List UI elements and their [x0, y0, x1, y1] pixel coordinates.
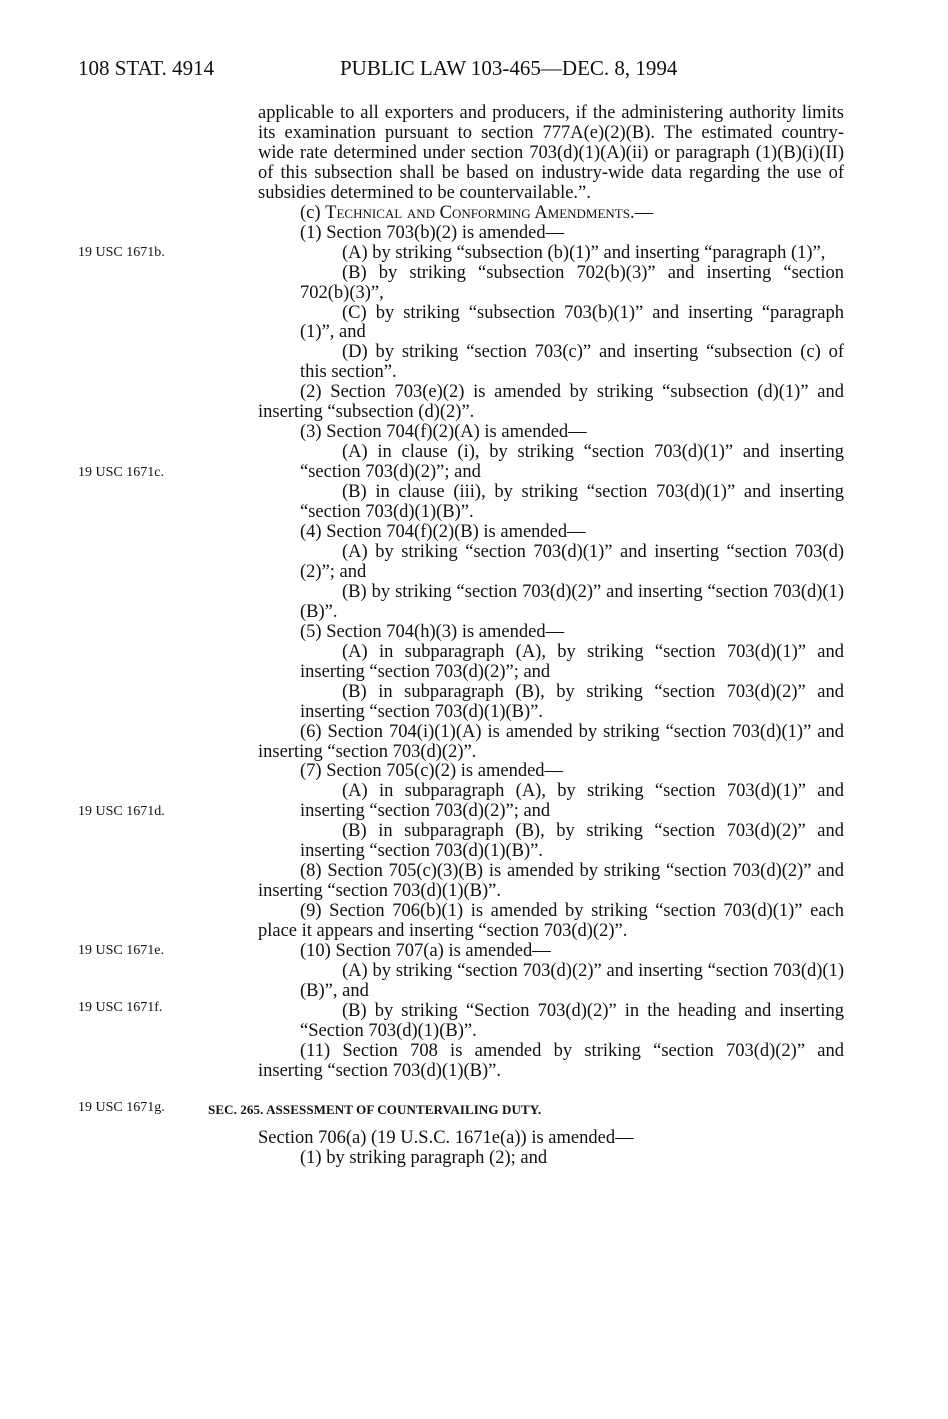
paragraph-1-b: (B) by striking “subsection 702(b)(3)” and inserting “section 702(b)(3)”, — [300, 262, 844, 303]
paragraph-1: (1) Section 703(b)(2) is amended— — [300, 222, 565, 243]
paragraph-7-a: (A) in subparagraph (A), by striking “section 703(d)(1)” and inserting “section 703(d)(2)”; and — [300, 781, 844, 822]
margin-note-1671d: 19 USC 1671d. — [78, 804, 165, 819]
paragraph-1-d: (D) by striking “section 703(c)” and inserting “subsection (c) of this section”. — [300, 342, 844, 383]
paragraph-1-a: (A) by striking “subsection (b)(1)” and inserting “paragraph (1)”, — [342, 242, 826, 263]
paragraph-5: (5) Section 704(h)(3) is amended— — [300, 621, 565, 642]
paragraph-2: (2) Section 703(e)(2) is amended by striking “subsection (d)(1)” and inserting “subsection (d)(2)”. — [258, 382, 844, 423]
paragraph-3-b: (B) in clause (iii), by striking “section 703(d)(1)” and inserting “section 703(d)(1)(B)”. — [300, 482, 844, 523]
paragraph-5-b: (B) in subparagraph (B), by striking “section 703(d)(2)” and inserting “section 703(d)(1)(B)”. — [300, 681, 844, 722]
paragraph-10: (10) Section 707(a) is amended— — [300, 941, 551, 962]
paragraph-10-b: (B) by striking “Section 703(d)(2)” in the heading and inserting “Section 703(d)(1)(B)”. — [300, 1000, 844, 1041]
margin-note-1671g: 19 USC 1671g. — [78, 1100, 165, 1115]
paragraph-7-b: (B) in subparagraph (B), by striking “section 703(d)(2)” and inserting “section 703(d)(1)(B)”. — [300, 821, 844, 862]
subsection-c-label: (c) — [300, 202, 321, 223]
statute-page-reference: 108 STAT. 4914 — [78, 56, 215, 80]
subsection-c-heading — [258, 204, 844, 224]
paragraph-1-c: (C) by striking “subsection 703(b)(1)” and inserting “paragraph (1)”, and — [300, 302, 844, 343]
paragraph-4-a: (A) by striking “section 703(d)(1)” and inserting “section 703(d)(2)”; and — [300, 541, 844, 582]
section-265-intro: Section 706(a) (19 U.S.C. 1671e(a)) is amended— — [258, 1127, 634, 1148]
margin-note-1671f: 19 USC 1671f. — [78, 1000, 163, 1015]
margin-note-1671b: 19 USC 1671b. — [78, 245, 165, 260]
margin-note-1671c: 19 USC 1671c. — [78, 465, 164, 480]
subsection-c-title: Technical and Conforming Amendments.— — [325, 202, 654, 223]
paragraph-9: (9) Section 706(b)(1) is amended by striking “section 703(d)(1)” each place it appears and inserting “section 703(d)(2)”. — [258, 901, 844, 942]
paragraph-8: (8) Section 705(c)(3)(B) is amended by striking “section 703(d)(2)” and inserting “section 703(d)(1)(B)”. — [258, 861, 844, 902]
paragraph-5-a: (A) in subparagraph (A), by striking “section 703(d)(1)” and inserting “section 703(d)(2)”; and — [300, 641, 844, 682]
paragraph-7: (7) Section 705(c)(2) is amended— — [300, 761, 564, 782]
paragraph-3: (3) Section 704(f)(2)(A) is amended— — [300, 422, 587, 443]
paragraph-11: (11) Section 708 is amended by striking “section 703(d)(2)” and inserting “section 703(d)(1)(B)”. — [258, 1040, 844, 1081]
margin-note-1671e: 19 USC 1671e. — [78, 943, 164, 958]
public-law-title: PUBLIC LAW 103-465—DEC. 8, 1994 — [340, 56, 678, 80]
paragraph-10-a: (A) by striking “section 703(d)(2)” and inserting “section 703(d)(1)(B)”, and — [300, 960, 844, 1001]
section-265-paragraph-1: (1) by striking paragraph (2); and — [300, 1147, 548, 1168]
paragraph-4: (4) Section 704(f)(2)(B) is amended— — [300, 522, 586, 543]
page-header — [0, 56, 948, 96]
paragraph-4-b: (B) by striking “section 703(d)(2)” and inserting “section 703(d)(1)(B)”. — [300, 581, 844, 622]
section-265-heading: SEC. 265. ASSESSMENT OF COUNTERVAILING DUTY. — [208, 1101, 542, 1117]
paragraph-3-a: (A) in clause (i), by striking “section 703(d)(1)” and inserting “section 703(d)(2)”; and — [300, 442, 844, 483]
paragraph-6: (6) Section 704(i)(1)(A) is amended by striking “section 703(d)(1)” and inserting “section 703(d)(2)”. — [258, 721, 844, 762]
statute-body — [208, 103, 844, 1169]
continued-paragraph: applicable to all exporters and producers, if the administering authority limits its examination pursuant to section 777A(e)(2)(B). The estimated country-wide rate determined under section 703(d)(1)(A)(ii) or paragraph (1)(B)(i)(II) of this subsection shall be based on industry-wide data regarding the use of subsidies determined to be countervailable.”. — [258, 103, 844, 203]
